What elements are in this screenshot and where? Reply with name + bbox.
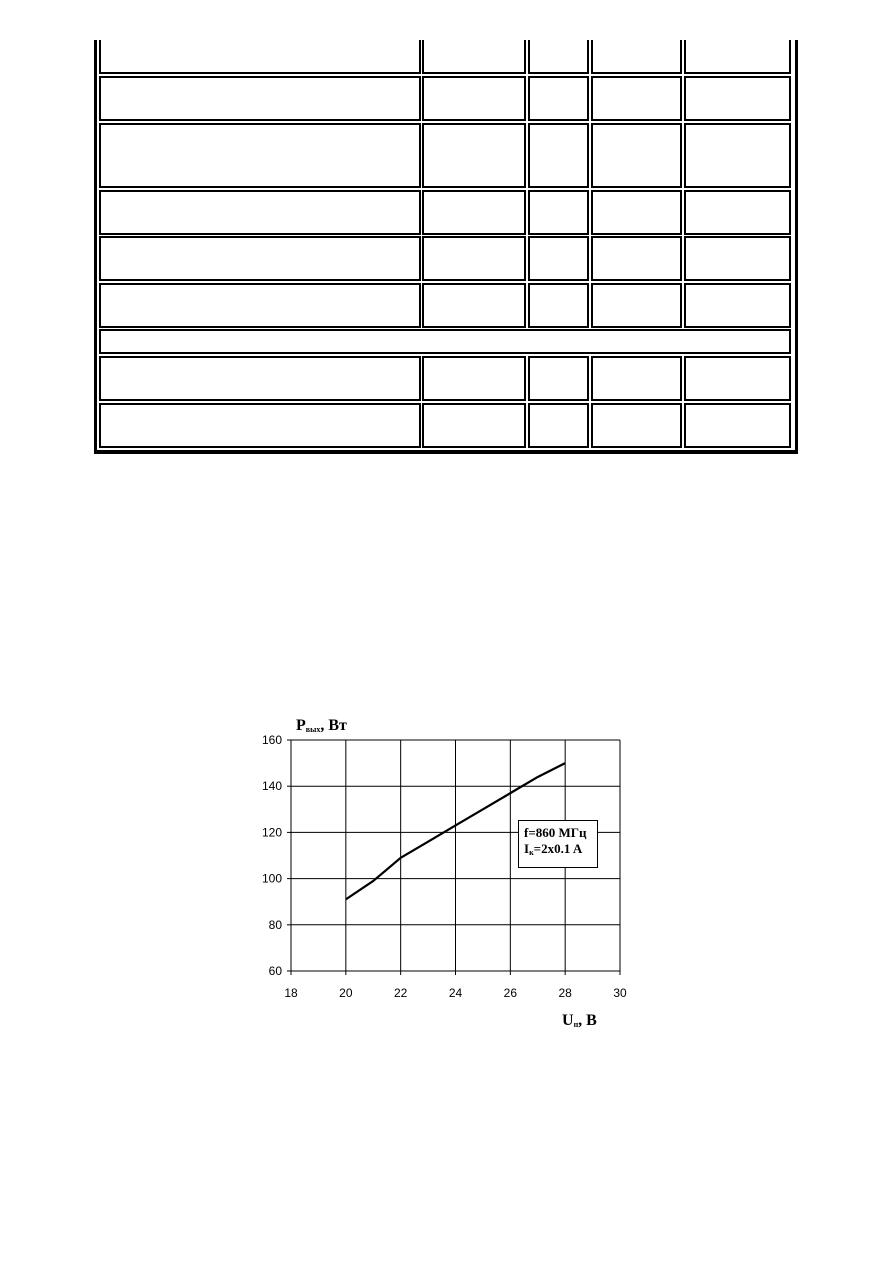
table-cell (528, 403, 589, 448)
annotation-current: $I_к=2x0.1$ A (524, 841, 583, 857)
table-cell (99, 76, 421, 121)
y-tick-label: 140 (261, 779, 282, 794)
y-tick-label: 160 (261, 733, 282, 747)
table-cell (684, 40, 791, 74)
table-cell (684, 123, 791, 188)
chart-annotation-box (518, 820, 598, 868)
table-cell (684, 283, 791, 328)
table-cell (99, 236, 421, 281)
table-cell (99, 356, 421, 401)
table-cell (422, 76, 526, 121)
table-cell (422, 356, 526, 401)
table-cell (591, 356, 682, 401)
table-cell (528, 76, 589, 121)
table-cell (591, 236, 682, 281)
table-cell (422, 123, 526, 188)
table-cell (528, 190, 589, 235)
x-tick-label: 22 (393, 986, 408, 1000)
table-cell (591, 123, 682, 188)
table-cell (591, 190, 682, 235)
x-tick-label: 20 (339, 986, 353, 1000)
table-cell (422, 190, 526, 235)
table-cell (591, 76, 682, 121)
table-cell (99, 40, 421, 74)
x-tick-label: 24 (448, 986, 463, 1000)
y-axis-title: $P_{вых}$, Вт (296, 717, 347, 734)
x-tick-label: 18 (284, 986, 298, 1000)
table-bottom-border (94, 450, 798, 454)
data-table (94, 40, 798, 454)
table-cell (684, 356, 791, 401)
table-cell (591, 283, 682, 328)
table-cell (591, 403, 682, 448)
x-tick-label: 30 (613, 986, 627, 1000)
table-cell (99, 283, 421, 328)
table-right-border (795, 40, 798, 454)
table-left-border (94, 40, 97, 454)
table-cell (99, 403, 421, 448)
y-tick-label: 60 (268, 964, 282, 978)
table-cell (528, 123, 589, 188)
y-tick-label: 80 (268, 917, 282, 932)
table-cell (528, 40, 589, 74)
table-cell (591, 40, 682, 74)
table-section-row (99, 329, 791, 354)
x-axis-title: $U_п$, В (562, 1012, 597, 1029)
chart-svg (240, 712, 660, 1042)
table-cell (528, 236, 589, 281)
y-tick-label: 120 (261, 825, 282, 840)
table-cell (684, 190, 791, 235)
x-tick-label: 28 (558, 986, 572, 1000)
table-cell (99, 190, 421, 235)
y-tick-label: 100 (261, 871, 282, 886)
chart (240, 712, 660, 1042)
table-cell (422, 236, 526, 281)
x-tick-label: 26 (503, 986, 518, 1000)
table-cell (684, 76, 791, 121)
table-cell (528, 283, 589, 328)
annotation-frequency: f=860 МГц (524, 825, 587, 840)
table-cell (684, 236, 791, 281)
table-cell (684, 403, 791, 448)
table-cell (99, 123, 421, 188)
table-cell (422, 40, 526, 74)
table-cell (422, 403, 526, 448)
table-cell (528, 356, 589, 401)
table-cell (422, 283, 526, 328)
